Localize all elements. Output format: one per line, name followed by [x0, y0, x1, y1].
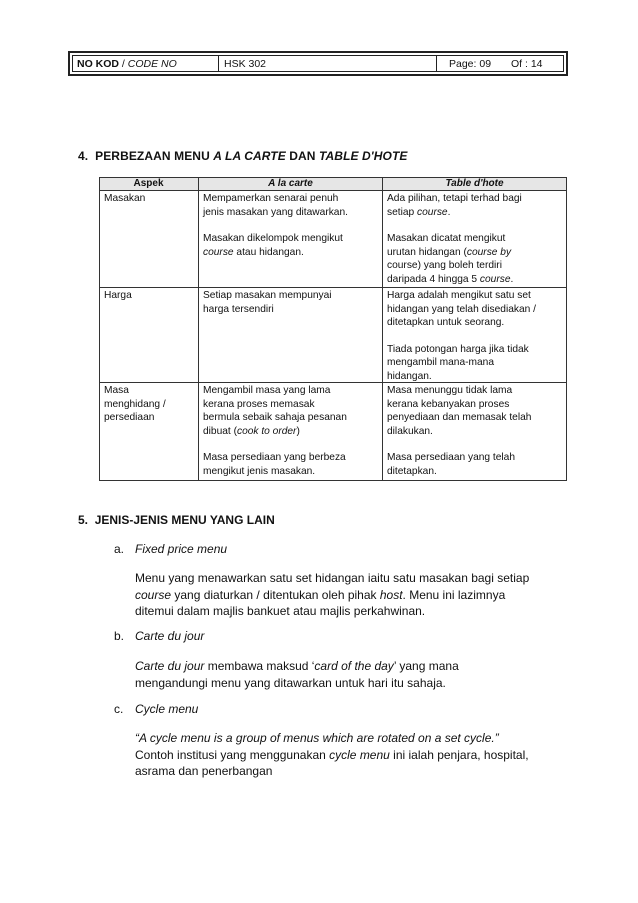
table-border — [566, 177, 567, 481]
item-b-description: Carte du jour membawa maksud ‘card of the day’ yang mana mengandungi menu yang ditawarkan untuk hari itu sahaja. — [135, 659, 459, 690]
item-b-label: b. — [114, 629, 125, 643]
header-divider — [218, 56, 219, 71]
item-a-description: Menu yang menawarkan satu set hidangan iaitu satu masakan bagi setiap course yang diaturkan / ditentukan oleh pihak host. Menu ini lazimnya ditemui dalam majlis bankuet atau majlis perkahwinan. — [135, 571, 530, 618]
item-b-title: Carte du jour — [135, 629, 205, 643]
header-table-dhote: Table d'hote — [445, 178, 504, 189]
cell-tabledhote-masa: Masa menunggu tidak lama kerana kebanyakan proses penyediaan dan memasak telah dilakukan. Masa persediaan yang telah ditetapkan. — [387, 385, 532, 477]
cell-aspek-masakan: Masakan — [104, 193, 146, 204]
cell-alacarte-masa: Mengambil masa yang lama kerana proses memasak bermula sebaik sahaja pesanan dibuat (cook to order) Masa persediaan yang berbeza mengikut jenis masakan. — [203, 385, 347, 477]
cell-alacarte-harga: Setiap masakan mempunyai harga tersendiri — [203, 290, 332, 315]
cell-aspek-harga: Harga — [104, 290, 132, 301]
page-total: Of : 14 — [511, 58, 543, 70]
header-aspek: Aspek — [133, 178, 164, 189]
table-border — [99, 480, 567, 481]
table-border — [99, 190, 567, 191]
item-c-title: Cycle menu — [135, 702, 199, 716]
table-border — [198, 177, 199, 481]
table-border — [99, 177, 100, 481]
document-header — [68, 51, 568, 76]
cell-tabledhote-masakan: Ada pilihan, tetapi terhad bagi setiap course. Masakan dicatat mengikut urutan hidangan (course by course) yang boleh terdiri daripada 4 hingga 5 course. — [387, 193, 522, 285]
code-label: NO KOD / CODE NO — [77, 58, 177, 70]
cell-aspek-masa: Masa menghidang / persediaan — [104, 385, 166, 424]
header-a-la-carte: A la carte — [268, 178, 313, 189]
table-border — [99, 287, 567, 288]
page-number: Page: 09 — [449, 58, 492, 70]
table-border — [382, 177, 383, 481]
section-4-heading: 4. PERBEZAAN MENU A LA CARTE DAN TABLE D'HOTE — [78, 149, 408, 163]
course-code: HSK 302 — [224, 58, 267, 70]
item-c-label: c. — [114, 702, 124, 716]
item-c-description: “A cycle menu is a group of menus which are rotated on a set cycle.” Contoh institusi yang menggunakan cycle menu ini ialah penjara, hospital, asrama dan penerbangan — [135, 731, 529, 778]
item-a-title: Fixed price menu — [135, 542, 228, 556]
cell-tabledhote-harga: Harga adalah mengikut satu set hidangan yang telah disediakan / ditetapkan untuk seorang. Tiada potongan harga jika tidak mengambil mana-mana hidangan. — [387, 290, 536, 382]
item-a-label: a. — [114, 542, 125, 556]
cell-alacarte-masakan: Mempamerkan senarai penuh jenis masakan yang ditawarkan. Masakan dikelompok mengikut course atau hidangan. — [203, 193, 348, 258]
section-5-heading: 5. JENIS-JENIS MENU YANG LAIN — [78, 513, 275, 527]
comparison-table — [99, 177, 567, 481]
header-divider — [436, 56, 437, 71]
